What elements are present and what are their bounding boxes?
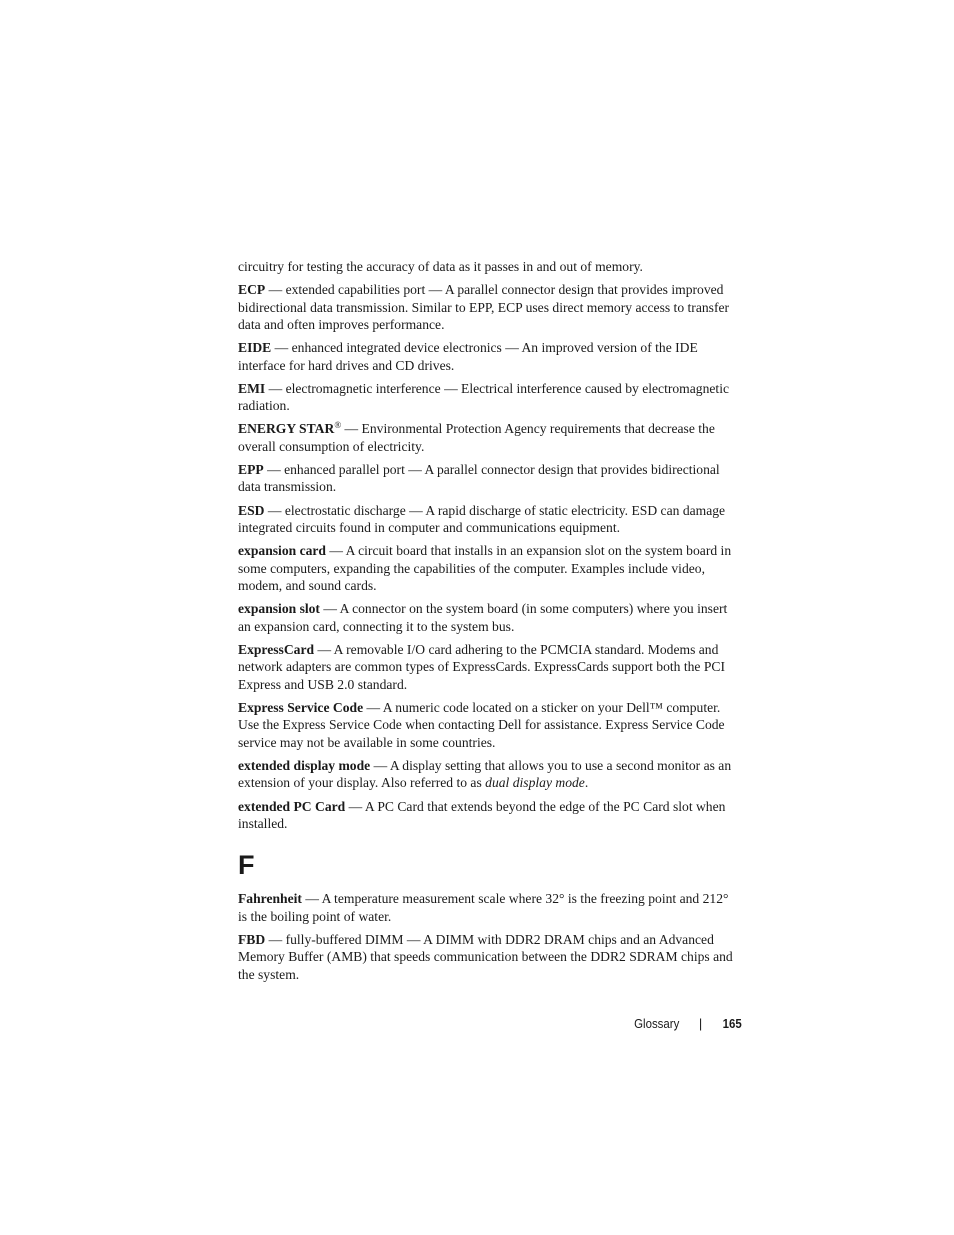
glossary-entry-eide xyxy=(238,339,738,374)
glossary-entry-esd xyxy=(238,502,738,537)
entry-term: ENERGY STAR xyxy=(238,421,335,437)
glossary-entry-epp xyxy=(238,461,738,496)
entry-description: — A numeric code located on a sticker on your Dell™ computer. Use the Express Service Code when contacting Dell for assistance. Express Service Code service may not be available in some countries. xyxy=(238,699,725,750)
entry-term: EMI xyxy=(238,380,266,396)
entry-term: EPP xyxy=(238,462,264,478)
entry-term: ExpressCard xyxy=(238,641,315,657)
entry-description: — A connector on the system board (in some computers) where you insert an expansion card, connecting it to the system bus. xyxy=(238,601,728,634)
entry-description: — electromagnetic interference — Electrical interference caused by electromagnetic radiation. xyxy=(238,380,730,414)
entry-term: extended PC Card xyxy=(238,798,346,814)
entry-description: — A PC Card that extends beyond the edge of the PC Card slot when installed. xyxy=(238,798,726,831)
entry-description: — A temperature measurement scale where 32° is the freezing point and 212° is the boiling point of water. xyxy=(238,891,729,924)
glossary-entry-express-service-code xyxy=(238,699,738,751)
entry-italic-term: dual display mode xyxy=(485,775,585,791)
entry-term: expansion slot xyxy=(238,601,320,617)
entry-term: EIDE xyxy=(238,340,272,356)
glossary-entry-expansion-card xyxy=(238,542,738,594)
glossary-entry-energy-star xyxy=(238,420,738,455)
registered-mark: ® xyxy=(334,420,342,431)
entry-description: — extended capabilities port — A parallel connector design that provides improved bidirectional data transmission. Similar to EPP, ECP uses direct memory access to transfer data and often improves performance. xyxy=(238,282,730,333)
page-footer xyxy=(560,1015,742,1035)
glossary-entry-extended-pc-card xyxy=(238,798,738,833)
entry-description: circuitry for testing the accuracy of data as it passes in and out of memory. xyxy=(238,259,643,274)
entry-term: Fahrenheit xyxy=(238,891,302,907)
footer-section-label: Glossary xyxy=(633,1016,679,1031)
glossary-entry-fbd xyxy=(238,931,738,983)
entry-description: — enhanced parallel port — A parallel connector design that provides bidirectional data transmission. xyxy=(238,462,720,495)
entry-description-end: . xyxy=(584,775,589,791)
entry-description: — A circuit board that installs in an expansion slot on the system board in some computers, expanding the capabilities of the computer. Examples include video, modem, and sound cards. xyxy=(238,543,732,594)
entry-description: — fully-buffered DIMM — A DIMM with DDR2 DRAM chips and an Advanced Memory Buffer (AMB) that speeds communication between the DDR2 SDRAM chips and the system. xyxy=(238,931,733,982)
section-heading-f: F xyxy=(238,850,255,881)
entry-term: expansion card xyxy=(238,543,326,559)
entry-term: FBD xyxy=(238,931,266,947)
glossary-entry-ecp xyxy=(238,281,738,333)
entry-description: — A display setting that allows you to use a second monitor as an extension of your display. Also referred to as xyxy=(238,757,732,791)
entry-description: — Environmental Protection Agency requirements that decrease the overall consumption of electricity. xyxy=(238,421,715,454)
glossary-content xyxy=(238,258,738,989)
glossary-entry-emi xyxy=(238,380,738,415)
entry-term: extended display mode xyxy=(238,757,371,773)
glossary-entry-continuation xyxy=(238,258,738,275)
entry-term: Express Service Code xyxy=(238,699,364,715)
entry-term: ECP xyxy=(238,282,266,298)
glossary-entry-fahrenheit xyxy=(238,890,738,925)
footer-separator: | xyxy=(698,1016,703,1031)
glossary-entry-extended-display-mode xyxy=(238,757,738,792)
entry-term: ESD xyxy=(238,502,265,518)
glossary-entry-expansion-slot xyxy=(238,600,738,635)
entry-description: — electrostatic discharge — A rapid discharge of static electricity. ESD can damage integrated circuits found in computer and communications equipment. xyxy=(238,502,726,536)
entry-description: — enhanced integrated device electronics — An improved version of the IDE interface for hard drives and CD drives. xyxy=(238,340,698,373)
page-number: 165 xyxy=(722,1016,742,1031)
glossary-entry-expresscard xyxy=(238,641,738,693)
entry-description: — A removable I/O card adhering to the PCMCIA standard. Modems and network adapters are common types of ExpressCards. ExpressCards support both the PCI Express and USB 2.0 standard. xyxy=(238,641,726,692)
